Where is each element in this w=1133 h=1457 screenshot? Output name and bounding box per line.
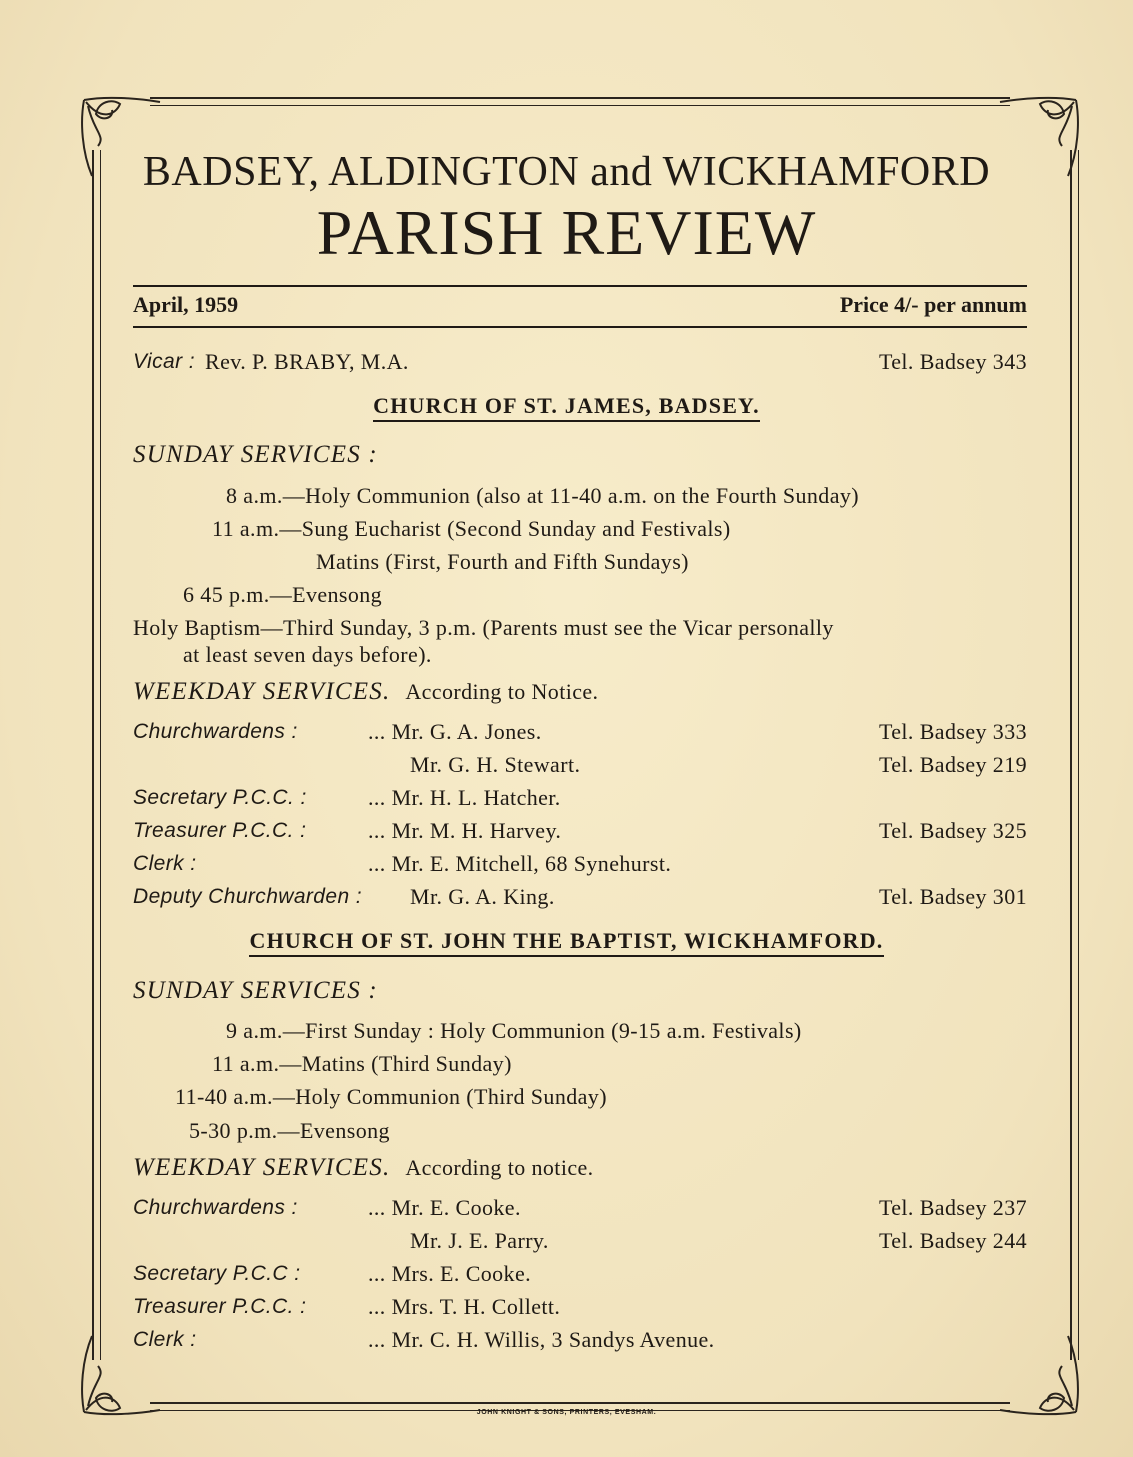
vicar-tel: Tel. Badsey 343 [878, 349, 1027, 374]
wickhamford-sunday-heading: SUNDAY SERVICES : [133, 977, 378, 1004]
officer-label: Secretary P.C.C : [133, 1262, 301, 1285]
wickhamford-church-heading: CHURCH OF ST. JOHN THE BAPTIST, WICKHAMFORD. [0, 928, 1133, 954]
officer-tel: Tel. Badsey 301 [878, 884, 1027, 909]
officer-name: Mr. G. A. King. [410, 884, 555, 909]
ornament-corner-icon [994, 1330, 1084, 1420]
officer-tel: Tel. Badsey 325 [878, 818, 1027, 843]
officer-label: Secretary P.C.C. : [133, 786, 307, 809]
wickhamford-service: 5-30 p.m.—Evensong [189, 1118, 390, 1143]
baptism-note: Holy Baptism—Third Sunday, 3 p.m. (Parents must see the Vicar personally [133, 615, 834, 640]
officer-name: Mr. G. H. Stewart. [410, 752, 581, 777]
officer-tel: Tel. Badsey 219 [878, 752, 1027, 777]
officer-label: Clerk : [133, 852, 197, 875]
officer-label: Treasurer P.C.C. : [133, 1295, 307, 1318]
wickhamford-service: 11-40 a.m.—Holy Communion (Third Sunday) [175, 1084, 607, 1109]
issue-date: April, 1959 [133, 292, 239, 317]
wickhamford-service: 11 a.m.—Matins (Third Sunday) [212, 1051, 512, 1076]
masthead-title: PARISH REVIEW [316, 197, 817, 268]
officer-label: Churchwardens : [133, 1196, 298, 1219]
vicar-name: Rev. P. BRABY, M.A. [205, 349, 409, 374]
officer-name: ... Mrs. T. H. Collett. [368, 1294, 561, 1319]
officer-name: ... Mr. H. L. Hatcher. [368, 785, 561, 810]
frame-top-rule [150, 97, 1010, 106]
officer-name: ... Mr. E. Cooke. [368, 1195, 521, 1220]
badsey-service: Matins (First, Fourth and Fifth Sundays) [316, 549, 689, 574]
printer-credit: JOHN KNIGHT & SONS, PRINTERS, EVESHAM. [476, 1409, 657, 1416]
badsey-weekday-heading: WEEKDAY SERVICES. According to Notice. [133, 678, 599, 705]
wickhamford-service: 9 a.m.—First Sunday : Holy Communion (9-15 a.m. Festivals) [226, 1018, 802, 1043]
officer-name: ... Mr. G. A. Jones. [368, 719, 542, 744]
wickhamford-weekday-heading: WEEKDAY SERVICES. According to notice. [133, 1154, 594, 1181]
vicar-label: Vicar : [133, 350, 195, 373]
frame-right-rule [1070, 150, 1079, 1360]
officer-tel: Tel. Badsey 237 [878, 1195, 1027, 1220]
divider [133, 285, 1027, 287]
frame-left-rule [92, 150, 101, 1360]
officer-name: ... Mr. E. Mitchell, 68 Synehurst. [368, 851, 672, 876]
officer-label: Treasurer P.C.C. : [133, 819, 307, 842]
officer-tel: Tel. Badsey 244 [878, 1228, 1027, 1253]
officer-label: Deputy Churchwarden : [133, 885, 363, 908]
divider [133, 326, 1027, 328]
badsey-service: 8 a.m.—Holy Communion (also at 11-40 a.m. on the Fourth Sunday) [226, 483, 859, 508]
badsey-service: 11 a.m.—Sung Eucharist (Second Sunday and Festivals) [212, 516, 731, 541]
officer-label: Clerk : [133, 1328, 197, 1351]
officer-tel: Tel. Badsey 333 [878, 719, 1027, 744]
officer-name: ... Mr. M. H. Harvey. [368, 818, 562, 843]
badsey-sunday-heading: SUNDAY SERVICES : [133, 441, 378, 468]
masthead-parishes: BADSEY, ALDINGTON and WICKHAMFORD [142, 149, 991, 195]
issue-price: Price 4/- per annum [839, 292, 1027, 317]
badsey-service: 6 45 p.m.—Evensong [183, 582, 383, 607]
officer-name: ... Mr. C. H. Willis, 3 Sandys Avenue. [368, 1327, 715, 1352]
badsey-church-heading: CHURCH OF ST. JAMES, BADSEY. [0, 393, 1133, 419]
baptism-note-cont: at least seven days before). [183, 642, 432, 667]
officer-label: Churchwardens : [133, 720, 298, 743]
officer-name: Mr. J. E. Parry. [410, 1228, 549, 1253]
officer-name: ... Mrs. E. Cooke. [368, 1261, 532, 1286]
